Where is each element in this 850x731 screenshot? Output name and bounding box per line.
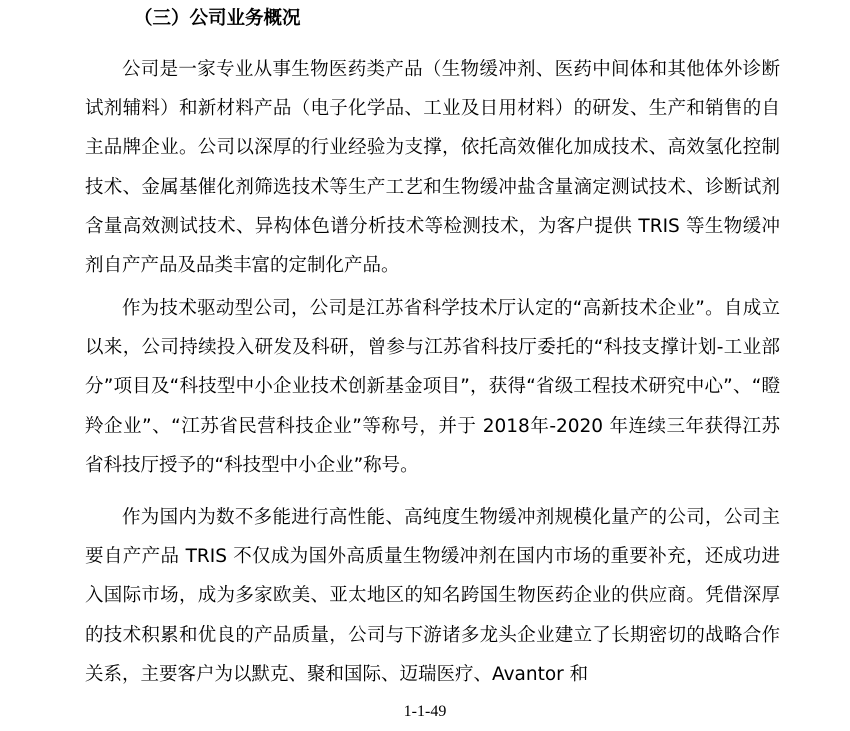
paragraph-market-customers: 作为国内为数不多能进行高性能、高纯度生物缓冲剂规模化量产的公司，公司主要自产产品 TRIS 不仅成为国外高质量生物缓冲剂在国内市场的重要补充，还成功进入国际市场，成为多家欧美、亚太地区的知名跨国生物医药企业的供应商。凭借深厚的技术积累和优良的产品质量，公司与下游诸多龙头企业建立了长期密切的战略合作关系，主要客户为以默克、聚和国际、迈瑞医疗、Avantor 和: [85, 507, 780, 685]
paragraph-business-overview: 公司是一家专业从事生物医药类产品（生物缓冲剂、医药中间体和其他体外诊断试剂辅料）和新材料产品（电子化学品、工业及日用材料）的研发、生产和销售的自主品牌企业。公司以深厚的行业经验为支撑，依托高效催化加成技术、高效氢化控制技术、金属基催化剂筛选技术等生产工艺和生物缓冲盐含量滴定测试技术、诊断试剂含量高效测试技术、异构体色谱分析技术等检测技术，为客户提供 TRIS 等生物缓冲剂自产产品及品类丰富的定制化产品。: [85, 59, 780, 277]
section-heading: （三）公司业务概况: [134, 8, 301, 29]
page-number: 1-1-49: [403, 703, 447, 720]
paragraph-technology-honors: 作为技术驱动型公司，公司是江苏省科学技术厅认定的“高新技术企业”。自成立以来，公司持续投入研发及科研，曾参与江苏省科技厅委托的“科技支撑计划-工业部分”项目及“科技型中小企业技术创新基金项目”，获得“省级工程技术研究中心”、“瞪羚企业”、“江苏省民营科技企业”等称号，并于 2018年-2020 年连续三年获得江苏省科技厅授予的“科技型中小企业”称号。: [85, 298, 780, 476]
